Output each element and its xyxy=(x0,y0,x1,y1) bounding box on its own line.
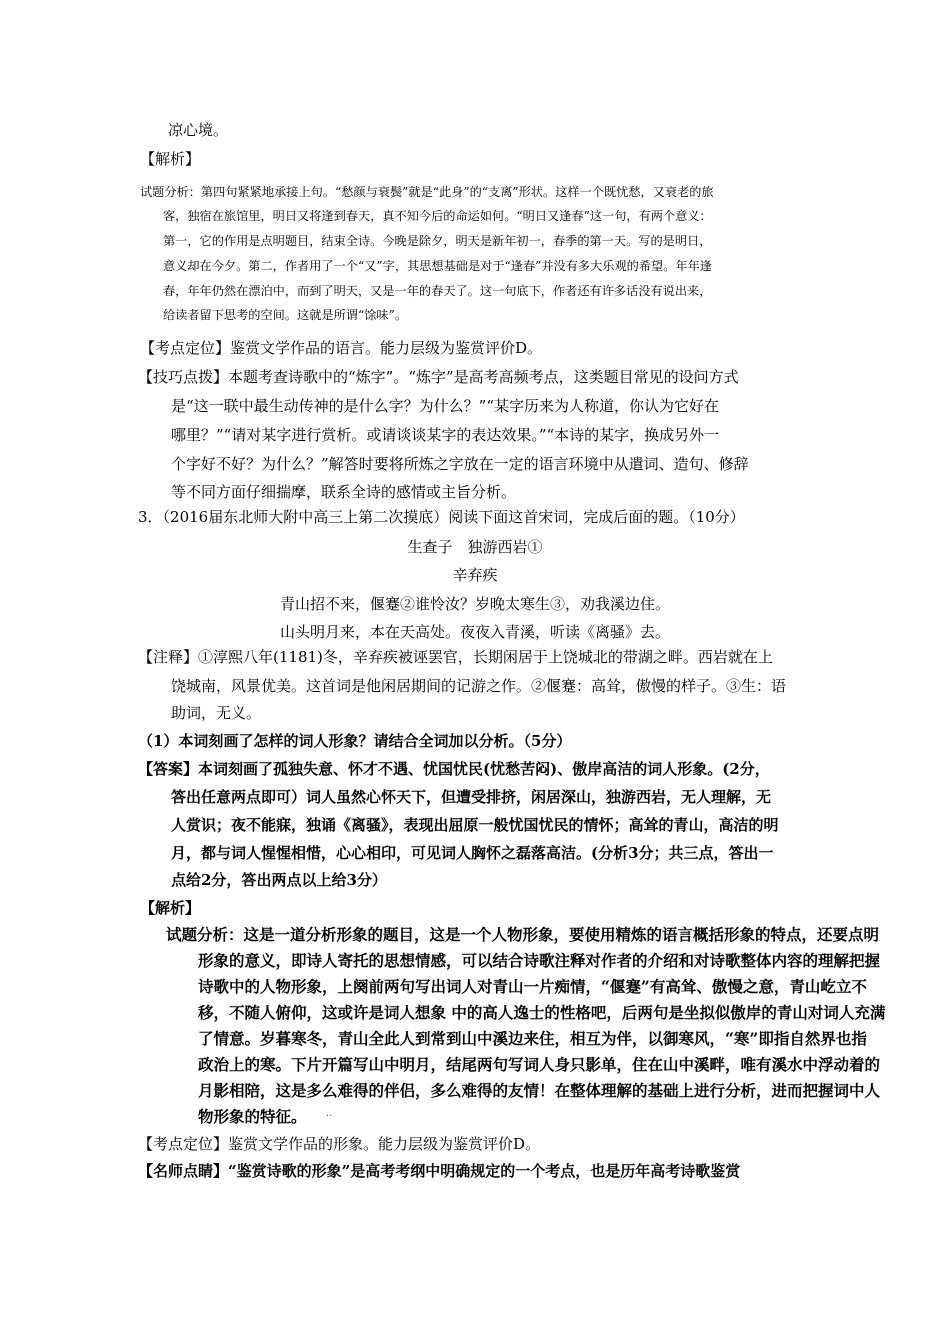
analysis-line: 给读者留下思考的空间。这就是所谓“馀味”。 xyxy=(163,308,408,322)
answer-line: 月，都与词人惺惺相惜，心心相印，可见词人胸怀之磊落高洁。(分析3分；共三点，答出一 xyxy=(171,844,774,862)
answer-line: 答出任意两点即可）词人虽然心怀天下，但遭受排挤，闲居深山，独游西岩，无人理解，无 xyxy=(171,788,772,806)
text-line: 凉心境。 xyxy=(168,121,229,139)
analysis-line: 春，年年仍然在漂泊中，而到了明天，又是一年的春天了。这一句底下，作者还有许多话没有说出来， xyxy=(163,284,712,298)
text-line: 【技巧点拨】本题考查诗歌中的“炼字”。“炼字”是高考高频考点，这类题目常见的设问方式 xyxy=(138,368,739,386)
poem-author: 辛弃疾 xyxy=(452,566,498,584)
analysis-line: 试题分析：第四句紧紧地承接上句。“愁颜与衰鬓”就是“此身”的“支离”形状。这样一个既忧愁，又衰老的旅 xyxy=(140,185,714,199)
annotation-line: 助词，无义。 xyxy=(171,704,262,722)
section-heading: 【解析】 xyxy=(140,150,201,168)
analysis-line: 客，独宿在旅馆里，明日又将逢到春天，真不知今后的命运如何。“明日又逢春”这一句，有两个意义： xyxy=(163,209,712,223)
question-3: 3．（2016届东北师大附中高三上第二次摸底）阅读下面这首宋词，完成后面的题。（10分） xyxy=(138,508,745,526)
text-line: 【考点定位】鉴赏文学作品的语言。能力层级为鉴赏评价D。 xyxy=(140,339,543,357)
ellipsis-mark: ·· xyxy=(326,1111,333,1122)
text-line: 等不同方面仔细揣摩，联系全诗的感情或主旨分析。 xyxy=(171,483,517,501)
answer-line: 人赏识；夜不能寐，独诵《离骚》，表现出屈原一般忧国忧民的情怀；高耸的青山，高洁的明 xyxy=(171,816,779,834)
annotation-line: 【注释】①淳熙八年(1181)冬，辛弃疾被诬罢官，长期闲居于上饶城北的带湖之畔。西岩就在上 xyxy=(138,648,773,666)
section-heading: 【解析】 xyxy=(140,899,201,917)
text-line: 是“这一联中最生动传神的是什么字？为什么？”“某字历来为人称道，你认为它好在 xyxy=(171,397,720,415)
sub-question-1: （1）本词刻画了怎样的词人形象？请结合全词加以分析。（5分） xyxy=(138,732,572,750)
text-line: 个字好不好？为什么？”解答时要将所炼之字放在一定的语言环境中从遣词、造句、修辞 xyxy=(171,455,749,473)
analysis-line: 移，不随人俯仰，这或许是词人想象 中的高人逸士的性格吧，后两句是坐拟似傲岸的青山对词人充满 xyxy=(198,1003,886,1022)
analysis-line: 形象的意义，即诗人寄托的思想情感，可以结合诗歌注释对作者的介绍和对诗歌整体内容的理解把握 xyxy=(198,951,881,970)
analysis-line: 试题分析：这是一道分析形象的题目，这是一个人物形象，要使用精炼的语言概括形象的特点，还要点明 xyxy=(166,925,880,944)
poem-line: 青山招不来，偃蹇②谁怜汝？岁晚太寒生③，劝我溪边住。 xyxy=(279,595,670,613)
text-line: 【考点定位】鉴赏文学作品的形象。能力层级为鉴赏评价D。 xyxy=(138,1135,541,1153)
analysis-line: 意义却在今夕。第二，作者用了一个“又”字，其思想基础是对于“逢春”并没有多大乐观的希望。年年逢 xyxy=(163,259,712,273)
annotation-line: 饶城南，风景优美。这首词是他闲居期间的记游之作。②偃蹇：高耸，傲慢的样子。③生：语 xyxy=(171,677,787,695)
poem-title: 生查子 独游西岩① xyxy=(407,538,543,556)
poem-line: 山头明月来，本在天高处。夜夜入青溪，听读《离骚》去。 xyxy=(279,623,670,641)
answer-line: 【答案】本词刻画了孤独失意、怀才不遇、忧国忧民(忧愁苦闷)、傲岸高洁的词人形象。(2分， xyxy=(138,760,770,778)
analysis-line: 了情意。岁暮寒冬，青山全此人到常到山中溪边来住，相互为伴，以御寒风，“寒”即指自然界也指 xyxy=(198,1029,867,1048)
analysis-line: 政治上的寒。下片开篇写山中明月，结尾两句写词人身只影单，住在山中溪畔，唯有溪水中浮动着的 xyxy=(198,1055,881,1074)
analysis-line: 物形象的特征。 xyxy=(198,1107,307,1126)
text-line: 哪里？”“请对某字进行赏析。或请谈谈某字的表达效果。”“本诗的某字，换成另外一 xyxy=(171,426,720,444)
text-line: 【名师点睛】“鉴赏诗歌的形象”是高考考纲中明确规定的一个考点，也是历年高考诗歌鉴赏 xyxy=(138,1162,741,1180)
analysis-line: 月影相陪，这是多么难得的伴侣，多么难得的友情！在整体理解的基础上进行分析，进而把握词中人 xyxy=(198,1081,881,1100)
analysis-line: 第一，它的作用是点明题目，结束全诗。今晚是除夕，明天是新年初一，春季的第一天。写的是明日， xyxy=(163,234,712,248)
analysis-line: 诗歌中的人物形象，上阕前两句写出词人对青山一片痴情，“偃蹇”有高耸、傲慢之意，青山屹立不 xyxy=(198,977,867,996)
answer-line: 点给2分，答出两点以上给3分） xyxy=(171,871,387,889)
